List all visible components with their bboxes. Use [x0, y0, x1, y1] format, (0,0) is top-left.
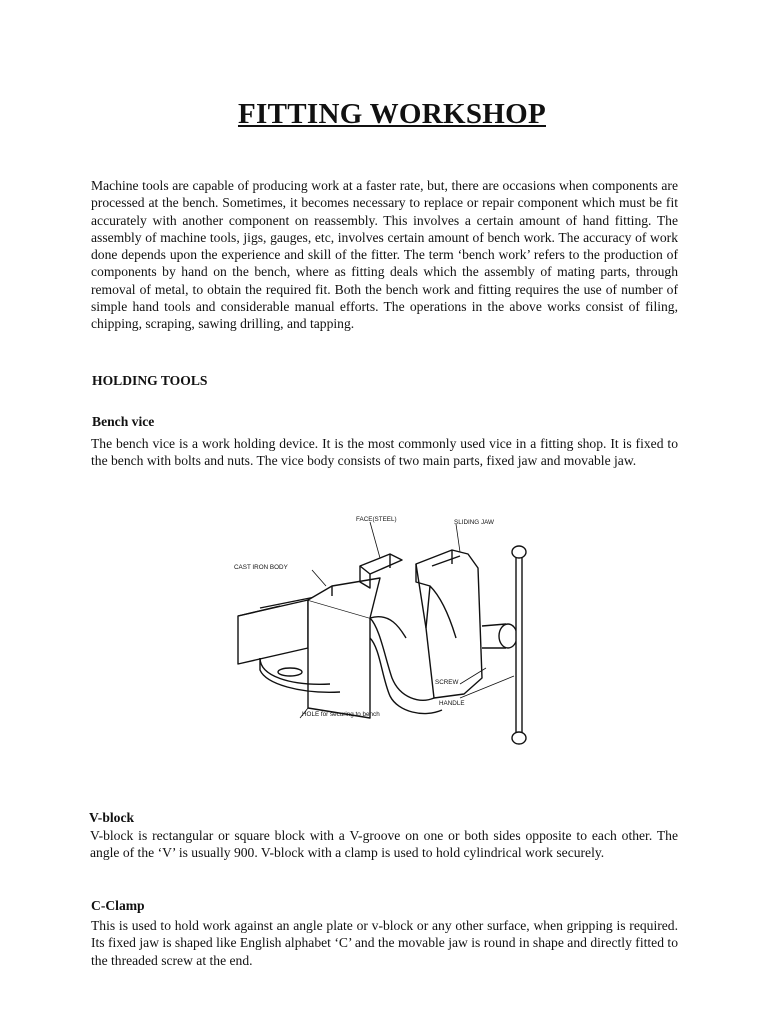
label-handle: HANDLE: [439, 700, 465, 707]
label-hole: HOLE for securing to bench: [302, 711, 380, 718]
label-cast-iron-body: CAST IRON BODY: [234, 564, 288, 571]
label-sliding-jaw: SLIDING JAW: [454, 519, 495, 526]
page-title: FITTING WORKSHOP: [237, 98, 546, 130]
bench-vice-diagram: [220, 508, 540, 748]
intro-paragraph: Machine tools are capable of producing work at a faster rate, but, there are occasions when components are processed at the bench. Sometimes, it becomes necessary to replace or repair component which must be fit accurately with another component on reassembly. This involves a certain amount of hand fitting. The assembly of machine tools, jigs, gauges, etc, involves certain amount of bench work. The accuracy of work done depends upon the experience and skill of the fitter. The term ‘bench work’ refers to the production of components by hand on the bench, where as fitting deals which the assembly of mating parts, through removal of metal, to obtain the required fit. Both the bench work and fitting requires the use of number of simple hand tools and considerable manual efforts. The operations in the above works consist of filing, chipping, scraping, sawing drilling, and tapping.: [91, 178, 678, 332]
v-block-heading: V-block: [89, 810, 135, 825]
c-clamp-heading: C-Clamp: [91, 898, 145, 913]
label-face-steel: FACE(STEEL): [356, 516, 397, 523]
v-block-paragraph: V-block is rectangular or square block with a V-groove on one or both sides opposite to each other. The angle of the ‘V’ is usually 900. V-block with a clamp is used to hold cylindrical work securely.: [90, 828, 678, 861]
c-clamp-paragraph: This is used to hold work against an angle plate or v-block or any other surface, when gripping is required. Its fixed jaw is shaped like English alphabet ‘C’ and the movable jaw is round in shape and directly fitted to the threaded screw at the end.: [91, 918, 678, 968]
bench-vice-paragraph: The bench vice is a work holding device. It is the most commonly used vice in a fitting shop. It is fixed to the bench with bolts and nuts. The vice body consists of two main parts, fixed jaw and movable jaw.: [91, 436, 678, 469]
section-heading-holding-tools: HOLDING TOOLS: [92, 373, 208, 388]
bench-vice-heading: Bench vice: [92, 414, 155, 429]
label-screw: SCREW: [435, 679, 459, 686]
